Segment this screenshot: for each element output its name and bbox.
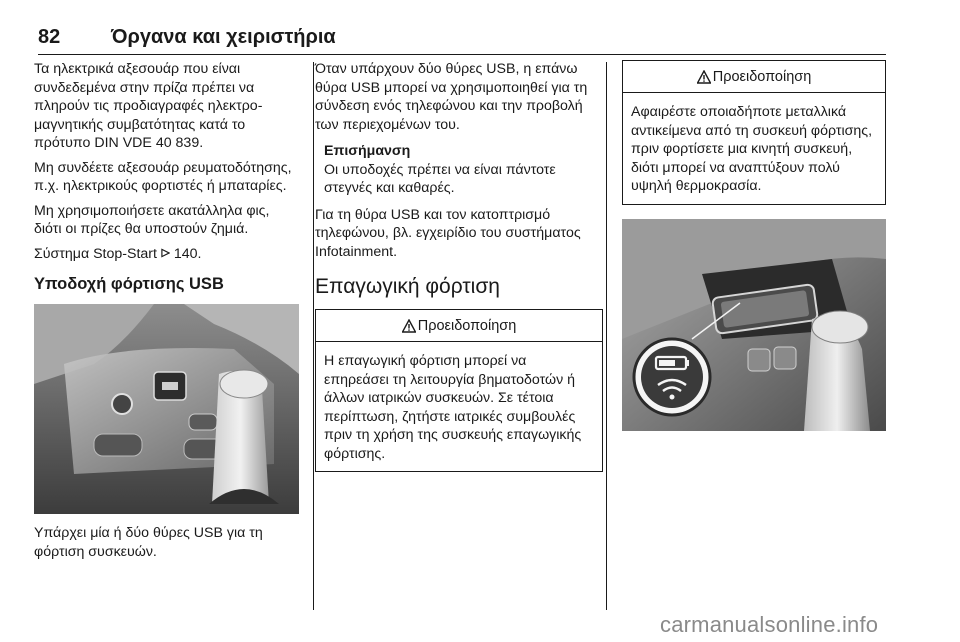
warning-title: Προειδοποίηση [712,68,812,85]
note-title: Επισήμανση [324,143,411,159]
page-title: Όργανα και χειριστήρια [111,26,336,48]
watermark: carmanualsonline.info [660,612,879,637]
note-body: Οι υποδοχές πρέπει να είναι πάντοτε στεγνές και καθαρές. [324,161,556,196]
wireless-charging-icon [634,339,710,415]
warning-triangle-icon [402,319,416,333]
paragraph-infotainment-ref: Για τη θύρα USB και τον κατοπτρισμό τηλεφώνου, βλ. εγχειρίδιο του συστήματος Infotainment. [315,206,581,260]
warning-body [316,342,602,471]
column-right [622,60,886,431]
paragraph-two-usb-ports: Όταν υπάρχουν δύο θύρες USB, η επάνω θύρα USB μπορεί να χρησιμοποιηθεί για τη σύνδεση ενός τηλεφώνου και την προβολή των περιεχομένων του. [315,61,588,133]
warning-title: Προειδοποίηση [417,317,517,334]
warning-body [623,93,885,204]
warning-header [623,61,885,93]
warning-box-metal-objects [622,60,886,205]
warning-triangle-icon [697,70,711,84]
stop-start-text: Σύστημα Stop-Start [34,245,157,262]
column-divider [313,62,314,610]
paragraph-unsuitable-plugs: Μη χρησιμοποιήσετε ακατάλληλα φις, διότι οι πρίζες θα υποστούν ζημιά. [34,202,270,237]
heading-wireless-charging: Επαγωγική φόρτιση [315,275,500,298]
paragraph-stop-start-ref [34,245,299,264]
column-left [34,60,299,567]
stop-start-page-ref: 140. [173,245,202,262]
column-middle [315,60,603,486]
warning-header [316,310,602,342]
column-divider [606,62,607,610]
page-header [38,26,886,55]
warning-box-medical [315,309,603,472]
warning-text: Αφαιρέστε οποιαδήποτε μεταλλικά αντικείμενα από τη συσκευή φόρτισης, πριν φορτίσετε μια κινητή συσκευή, διότι μπορεί να αναπτύξουν πολύ υψηλή θερμοκρασία. [631,104,873,194]
paragraph-accessories-emc: Τα ηλεκτρικά αξεσουάρ που είναι συνδεδεμένα στην πρίζα πρέπει να πληρούν τις προδιαγραφές ηλεκτρομαγνητικής συμβατότητας κατά το πρότυπο DIN VDE 40 839. [34,61,263,151]
page-reference-arrow-icon [161,248,170,258]
caption-usb-ports: Υπάρχει μία ή δύο θύρες USB για τη φόρτιση συσκευών. [34,525,263,560]
paragraph-no-charging-accessories: Μη συνδέετε αξεσουάρ ρευματοδότησης, π.χ. ηλεκτρικούς φορτιστές ή μπαταρίες. [34,159,292,194]
heading-usb-charging: Υποδοχή φόρτισης USB [34,275,224,293]
page-number: 82 [38,26,61,48]
warning-text: Η επαγωγική φόρτιση μπορεί να επηρεάσει τη λειτουργία βηματοδοτών ή άλλων ιατρικών συσκευών. Σε τέτοια περίπτωση, ζητήστε ιατρικές συμβουλές πριν τη χρήση της συσκευής επαγωγικής φόρτισης. [324,353,582,462]
usb-ports-illustration [34,304,299,514]
wireless-charging-illustration [622,219,886,431]
